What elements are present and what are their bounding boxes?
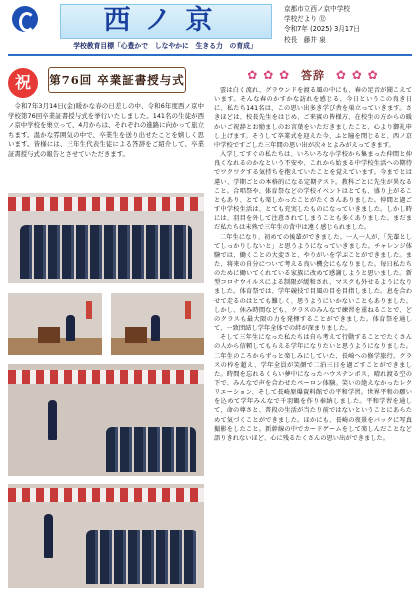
reply-paragraph: 二年生になり、初めての後輩ができました。一人一人が、「先輩としてしっかりしないと」と思うようになっていきました。チャレンジ体験では、働くことの大変さと、やりがいを学ぶことができました。また、将来の自分について考える良い機会にもなりました。毎日私たちのために働いてくれている家族に改めて感謝しようと思いました。新型コロナウイルスによる制限が緩和され、マスクも外せるようになりました。体育祭では、学年競技で目風の目を目指しました。息を合わせて走るのはとても難しく、思うようにいかないこともありました。しかし、休み時間なども、クラスのみんなで練習を重ねることで、どのクラスも最大限の力を発揮することができました。体育祭を通して、一致団結し学年全体での絆が深まりました。 <box>214 233 412 333</box>
photo-banner <box>8 488 204 502</box>
newsletter-issue: 学校だより ⑫ <box>284 15 326 24</box>
photo-podium <box>38 327 60 343</box>
photo-crowd <box>106 427 196 472</box>
issue-date: 令和7年 (2025) 3月17日 <box>284 25 360 34</box>
reply-paragraph: 雲は白く流れ、グラウンドを渡る風の中にも、春の足音が聞こえています。そんな春のかすかな訪れを感じる、今日というこの良き日に、私たち141名は、この思い出多き学び舎を巣立っていきます。さきほどは、校長先生をはじめ、ご来賓の皆様方、在校生の方からの暖かいご祝辞とお励ましのお言葉をいただきましたこと、心より御礼申し上げます。そうして卒業式を迎えた今、ふと瞳を閉じると、西ノ京中学校ですごした三年間の思い出が次々とよみがえってきます。 <box>214 87 412 149</box>
flower-icon: ✿ <box>247 68 259 82</box>
header-info <box>284 4 414 45</box>
ceremony-lead-text: 令和7年3月14日(金)暖かな春の日差しの中、令和6年度西ノ京中学校第76回卒業証書授与式を挙行いたしました。141名の生徒が西ノ京中学校を巣立って、4月からは、それぞれの進路に向かって旅立ちます。温かな雰囲気の中で、卒業生を送り出せたことを嬉しく思います。皆様には、三年生代表生徒による答辞をご紹介して、卒業証書授与式の報告とさせていただきます。 <box>8 102 204 158</box>
photo-graduates-standing <box>8 484 204 588</box>
school-name: 京都市立西ノ京中学校 <box>284 5 350 13</box>
photo-principal-speech <box>8 293 102 355</box>
photo-flag <box>185 301 191 319</box>
flower-icon: ✿ <box>279 68 291 82</box>
photo-podium <box>125 327 147 343</box>
photo-banner <box>8 197 204 211</box>
photo-person <box>48 400 57 440</box>
reply-heading: 答辞 <box>301 69 325 82</box>
newsletter-title: 西ノ京 <box>103 5 227 36</box>
reply-paragraph: 入学してすぐの私たちは、いろいろな小学校から集まった仲間と仲良くなれるのかなという不安や、これから始まる中学校生活への期待でワクワクする気持ちを抱えていたことを覚えています。今までとは違い、学期ごとの本格的になる定期テスト。教科ごとに先生が異なること。合唱祭や、体育祭などの学校イベントはとても、盛り上がることもあり、とても楽しかったことがたくさんありました。仲間と過ごす中学校生活は、とても充実したものになっていきました。しかし時には、羽目を外して注意されてしまうことも多くありました。まだまだ私たちは未熟で三年生の背中は遠く感じられました。 <box>214 151 412 232</box>
reply-body <box>214 86 412 443</box>
photo-banner <box>8 370 204 384</box>
photo-person <box>44 514 53 558</box>
photo-person <box>66 315 75 341</box>
photo-representative-speech <box>8 364 204 476</box>
photo-person <box>151 315 160 341</box>
celebration-badge: 祝 <box>8 68 38 98</box>
photo-graduates-seated <box>8 193 204 283</box>
ceremony-heading: 第76回 卒業証書授与式 <box>48 67 186 93</box>
photo-guest-speech <box>111 293 204 355</box>
flower-icon: ✿ <box>351 68 363 82</box>
school-logo <box>12 6 38 32</box>
photo-crowd <box>20 225 193 279</box>
flower-icon: ✿ <box>335 68 347 82</box>
flower-icon: ✿ <box>367 68 379 82</box>
principal-name: 校長 藤井 泉 <box>284 35 326 44</box>
photo-crowd <box>86 530 198 584</box>
header-divider <box>8 54 412 56</box>
flower-icon: ✿ <box>263 68 275 82</box>
education-motto: 学校教育目標「心豊かで しなやかに 生きる力 の育成」 <box>73 42 257 50</box>
reply-heading-row <box>214 67 412 83</box>
reply-paragraph: そして三年生になった私たちは自ら考えて行動することでたくさんの人から信頼してもらえる学年になりたいと思うようになりました。二年生のころからずっと楽しみにしていた、長崎への修学旅行。クラスの枠を超え、学年全員が笑顔で二泊三日を過ごすことができました。時間を忘れるくらい夢中になったハウステンボス、晴れ渡る空の下で、みんなで声を合わせたペーロン体験。笑いの絶えなかったレクリエーション、そして長崎原爆資料館での平和学習。世界平和の願いを込めて学年みんなで千羽鶴を作り奉納しました。平和学習を通して、命の尊さと、普段の生活が当たり前ではないということにあらためて気づくことができました。ほかにも、長崎の夜景をバックに写真撮影をしたこと。新幹線の中でカードゲームをして楽しんだことなど語りきれないほど、心に残るたくさんの思い出ができました。 <box>214 334 412 442</box>
photo-flag <box>86 301 92 319</box>
